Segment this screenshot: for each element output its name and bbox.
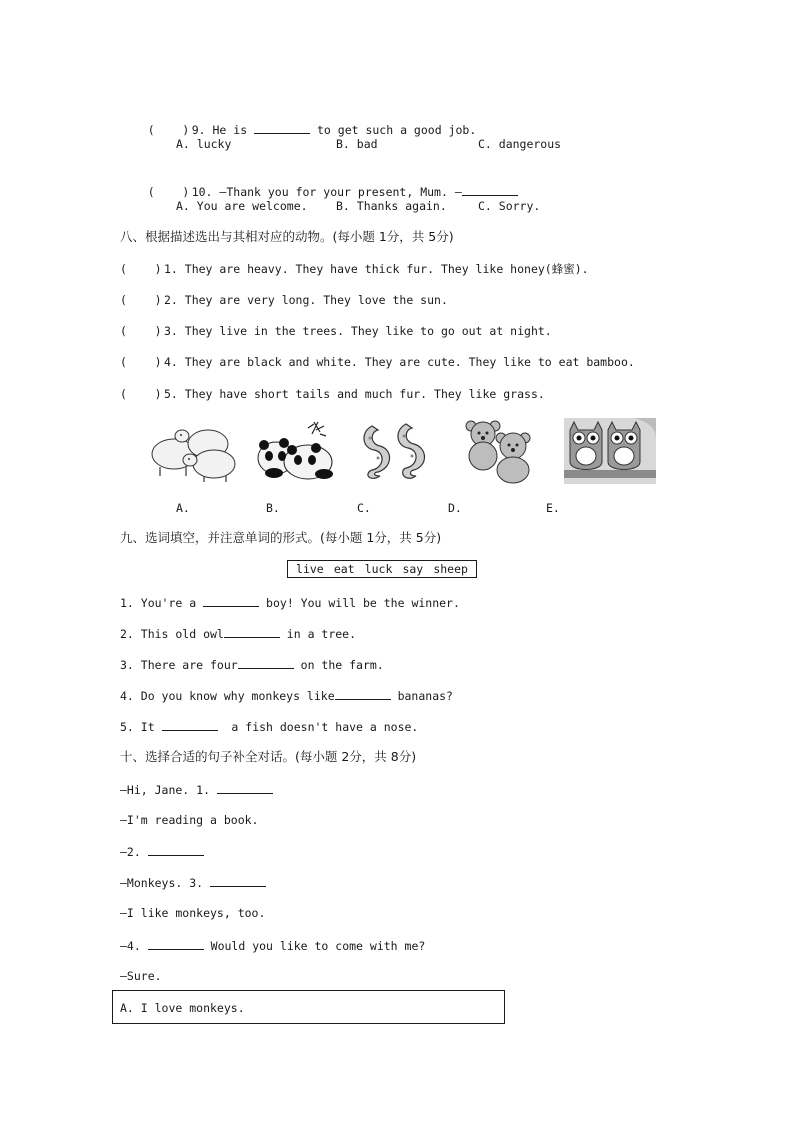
item-text: 3. They live in the trees. They like to go out at night.	[164, 324, 552, 338]
question-text: to get such a good job.	[317, 123, 477, 137]
panda-icon	[254, 418, 338, 484]
item-text: 4. They are black and white. They are cute. They like to eat bamboo.	[164, 355, 635, 369]
section-10-title: 十、选择合适的句子补全对话。(每小题 2分，共 8分)	[120, 749, 417, 764]
answer-options-box	[112, 990, 505, 1024]
fill-blank[interactable]	[224, 625, 280, 638]
question-text: —Thank you for your present, Mum. —	[219, 185, 462, 199]
fill-blank[interactable]	[203, 594, 259, 607]
answer-paren[interactable]: ( )	[147, 123, 190, 137]
question-9	[120, 105, 476, 154]
fill-blank[interactable]	[462, 183, 518, 196]
dialog-line: —4. Would you like to come with me?	[120, 939, 426, 953]
word-bank-item: live	[296, 562, 324, 576]
dialog-line: —Monkeys. 3.	[120, 874, 266, 891]
fill-item: 5. It a fish doesn't have a nose.	[120, 720, 419, 734]
word-bank-item: eat	[333, 562, 355, 576]
option-b[interactable]: B. Thanks again.	[336, 199, 447, 213]
match-item	[120, 323, 552, 339]
match-item	[120, 354, 635, 370]
picture-label: D.	[448, 501, 462, 515]
option-c[interactable]: C. Sorry.	[478, 199, 541, 213]
answer-option[interactable]: A. I love monkeys.	[120, 1001, 245, 1015]
answer-paren[interactable]: ( )	[120, 355, 162, 369]
match-item	[120, 261, 589, 277]
owl-icon	[564, 418, 656, 484]
option-a[interactable]: A. lucky	[176, 137, 232, 151]
picture-label: C.	[357, 501, 371, 515]
dialog-line: —Sure.	[120, 969, 162, 983]
picture-label: B.	[266, 501, 280, 515]
answer-paren[interactable]: ( )	[120, 262, 162, 276]
fill-item: 4. Do you know why monkeys like bananas?	[120, 689, 453, 703]
snake-icon	[358, 418, 432, 484]
option-a[interactable]: A. You are welcome.	[176, 199, 308, 213]
fill-blank[interactable]	[238, 656, 294, 669]
word-bank-item: luck	[364, 562, 393, 576]
question-number: 10.	[191, 185, 213, 199]
item-text: 2. They are very long. They love the sun.	[164, 293, 448, 307]
fill-blank[interactable]	[217, 781, 273, 794]
match-item	[120, 386, 545, 402]
section-9-title: 九、选词填空，并注意单词的形式。(每小题 1分，共 5分)	[120, 530, 442, 545]
fill-blank[interactable]	[162, 718, 218, 731]
question-number: 9.	[191, 123, 206, 137]
picture-label: A.	[176, 501, 190, 515]
picture-label: E.	[546, 501, 560, 515]
option-c[interactable]: C. dangerous	[478, 137, 562, 151]
answer-paren[interactable]: ( )	[120, 324, 162, 338]
option-b[interactable]: B. bad	[336, 137, 378, 151]
dialog-line: —2.	[120, 843, 204, 860]
sheep-icon	[146, 418, 240, 484]
fill-blank[interactable]	[335, 687, 391, 700]
word-bank-item: sheep	[433, 562, 468, 576]
fill-blank[interactable]	[210, 874, 266, 887]
dialog-line: —I'm reading a book.	[120, 813, 259, 827]
dialog-line: —I like monkeys, too.	[120, 906, 266, 920]
dialog-line: —Hi, Jane. 1.	[120, 781, 273, 798]
item-text: 1. They are heavy. They have thick fur. They like honey(蜂蜜).	[164, 262, 589, 276]
bear-icon	[463, 418, 537, 484]
fill-item: 2. This old owl in a tree.	[120, 627, 357, 641]
answer-paren[interactable]: ( )	[120, 293, 162, 307]
section-8-title: 八、根据描述选出与其相对应的动物。(每小题 1分，共 5分)	[120, 229, 454, 244]
fill-item: 1. You're a boy! You will be the winner.	[120, 596, 460, 610]
fill-item: 3. There are four on the farm.	[120, 658, 384, 672]
word-bank	[287, 560, 477, 578]
fill-blank[interactable]	[148, 937, 204, 950]
answer-paren[interactable]: ( )	[120, 387, 162, 401]
question-text: He is	[212, 123, 248, 137]
fill-blank[interactable]	[254, 121, 310, 134]
fill-blank[interactable]	[148, 843, 204, 856]
item-text: 5. They have short tails and much fur. They like grass.	[164, 387, 545, 401]
word-bank-item: say	[402, 562, 424, 576]
answer-paren[interactable]: ( )	[147, 185, 190, 199]
match-item	[120, 292, 448, 308]
